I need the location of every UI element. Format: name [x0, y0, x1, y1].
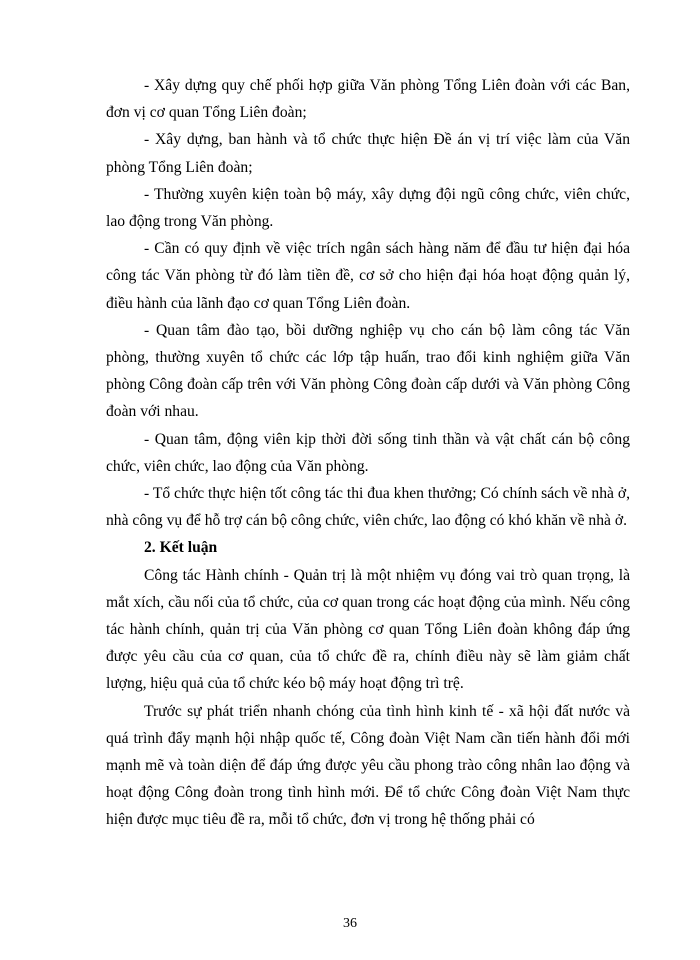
page-number: 36 [343, 916, 357, 931]
bullet-paragraph: - Xây dựng quy chế phối hợp giữa Văn phòng Tổng Liên đoàn với các Ban, đơn vị cơ quan Tổng Liên đoàn; [106, 77, 630, 122]
body-paragraph: Công tác Hành chính - Quản trị là một nhiệm vụ đóng vai trò quan trọng, là mắt xích, cầu nối của tổ chức, của cơ quan trong các hoạt động của mình. Nếu công tác hành chính, quản trị của Văn phòng cơ quan Tổng Liên đoàn không đáp ứng được yêu cầu của cơ quan, của tổ chức đề ra, chính điều này sẽ làm giảm chất lượng, hiệu quả của tổ chức kéo bộ máy hoạt động trì trệ. [106, 566, 630, 693]
bullet-paragraph: - Thường xuyên kiện toàn bộ máy, xây dựng đội ngũ công chức, viên chức, lao động trong Văn phòng. [106, 185, 630, 231]
body-paragraph: Trước sự phát triển nhanh chóng của tình hình kinh tế - xã hội đất nước và quá trình đẩy mạnh hội nhập quốc tế, Công đoàn Việt Nam cần tiến hành đổi mới mạnh mẽ và toàn diện để đáp ứng được yêu cầu phong trào công nhân lao động và hoạt động Công đoàn trong tình hình mới. Để tổ chức Công đoàn Việt Nam thực hiện được mục tiêu đề ra, mỗi tổ chức, đơn vị trong hệ thống phải có [106, 702, 630, 829]
bullet-paragraph: - Xây dựng, ban hành và tổ chức thực hiện Đề án vị trí việc làm của Văn phòng Tổng Liên đoàn; [106, 131, 630, 176]
section-heading: 2. Kết luận [144, 539, 218, 557]
bullet-paragraph: - Tổ chức thực hiện tốt công tác thi đua khen thưởng; Có chính sách về nhà ở, nhà công vụ để hỗ trợ cán bộ công chức, viên chức, lao động có khó khăn về nhà ở. [106, 485, 630, 530]
bullet-paragraph: - Cần có quy định về việc trích ngân sách hàng năm để đầu tư hiện đại hóa công tác Văn phòng từ đó làm tiền đề, cơ sở cho hiện đại hóa hoạt động quản lý, điều hành của lãnh đạo cơ quan Tổng Liên đoàn. [106, 240, 630, 312]
document-body [106, 72, 630, 834]
bullet-paragraph: - Quan tâm đào tạo, bồi dưỡng nghiệp vụ cho cán bộ làm công tác Văn phòng, thường xuyên tổ chức các lớp tập huấn, trao đổi kinh nghiệm giữa Văn phòng Công đoàn cấp trên với Văn phòng Công đoàn cấp dưới và Văn phòng Công đoàn với nhau. [106, 321, 630, 421]
bullet-paragraph: - Quan tâm, động viên kịp thời đời sống tinh thần và vật chất cán bộ công chức, viên chức, lao động của Văn phòng. [106, 430, 630, 475]
